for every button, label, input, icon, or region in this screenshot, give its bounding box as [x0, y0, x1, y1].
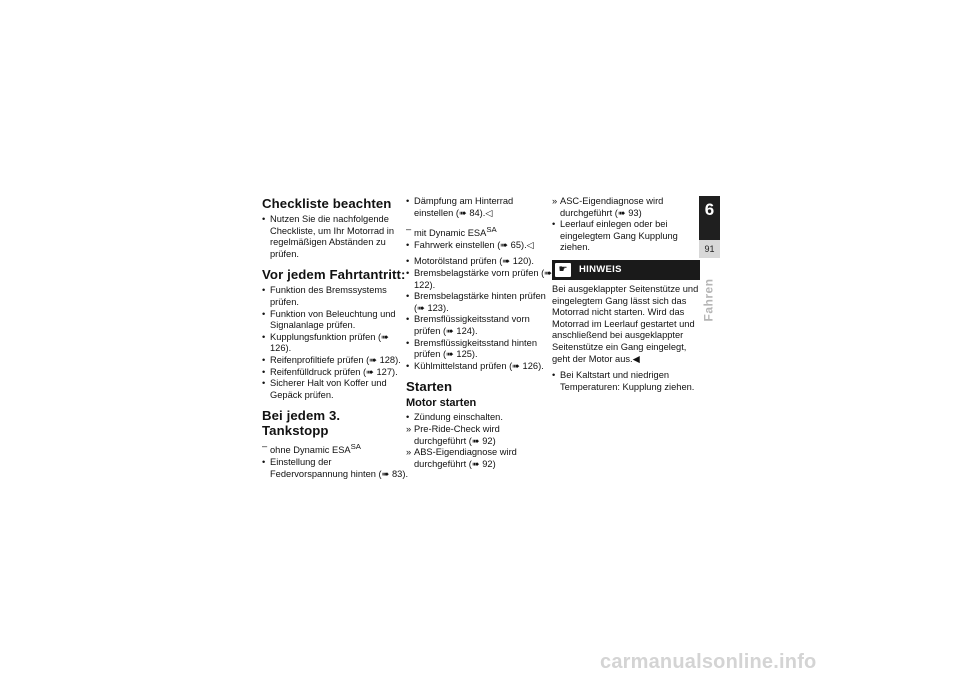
- column-left: [262, 196, 410, 480]
- dynamic-esa-list: [406, 224, 554, 251]
- list-item: • Bremsflüssigkeitsstand hinten prüfen (➠ 125).: [406, 337, 537, 360]
- notice-banner: [552, 260, 700, 280]
- start-steps-continued: [552, 196, 700, 254]
- list-item: • Dämpfung am Hinterrad einstellen (➠ 84).◁: [406, 196, 514, 218]
- heading-vor-fahrtantritt: Vor jedem Fahrtantritt:: [262, 267, 406, 283]
- list-item: • Kupplungsfunktion prüfen (➠ 126).: [262, 331, 389, 354]
- chapter-tab: [699, 196, 720, 240]
- notice-title: HINWEIS: [579, 264, 622, 276]
- page-number: 91: [699, 240, 720, 258]
- list-item: • Fahrwerk einstellen (➠ 65).◁: [406, 239, 534, 250]
- watermark: carmanualsonline.info: [600, 651, 817, 673]
- list-item: • Nutzen Sie die nachfolgende Checkliste, um Ihr Motorrad in regelmäßigen Abständen zu prüfen.: [262, 214, 395, 259]
- fluid-check-list: [406, 256, 554, 372]
- pre-ride-list: [262, 285, 410, 401]
- result-item: » ABS-Eigendiagnose wird durchgeführt (➠ 92): [406, 447, 517, 469]
- subheading-motor-starten: Motor starten: [406, 397, 477, 410]
- list-item: • Zündung einschalten.: [406, 412, 503, 423]
- damping-list: [406, 196, 554, 219]
- list-item: • Bei Kaltstart und niedrigen Temperaturen: Kupplung ziehen.: [552, 370, 695, 392]
- tankstopp-list: [262, 441, 410, 480]
- chapter-label-vertical: [694, 270, 722, 330]
- list-item: • Leerlauf einlegen oder bei eingelegtem Gang Kupplung ziehen.: [552, 219, 678, 253]
- column-middle: [406, 196, 554, 470]
- chapter-label: Fahren: [701, 278, 716, 322]
- cold-start-list: [552, 370, 700, 393]
- list-item: • Motorölstand prüfen (➠ 120).: [406, 256, 534, 267]
- column-right: [552, 196, 700, 393]
- list-item: • Bremsbelagstärke vorn prüfen (➠ 122).: [406, 268, 553, 290]
- notice-text: Bei ausgeklappter Seitenstütze und eingelegtem Gang lässt sich das Motorrad nicht starten. Wird das Motorrad im Leerlauf gestartet und anschließend bei ausgeklappter Seitenstütze ein Gang eingelegt, geht der Motor aus.◀: [552, 283, 699, 364]
- heading-checkliste: Checkliste beachten: [262, 196, 392, 211]
- list-item: • Reifenprofiltiefe prüfen (➠ 128).: [262, 354, 401, 365]
- heading-tankstopp: Bei jedem 3. Tankstopp: [262, 408, 341, 439]
- list-item: • Funktion des Bremssystems prüfen.: [262, 285, 387, 307]
- pointing-hand-icon: ☛: [555, 263, 571, 277]
- list-item: • Kühlmittelstand prüfen (➠ 126).: [406, 360, 544, 371]
- result-item: » ASC-Eigendiagnose wird durchgeführt (➠ 93): [552, 196, 664, 218]
- list-item: • Reifenfülldruck prüfen (➠ 127).: [262, 366, 398, 377]
- list-item: • Bremsflüssigkeitsstand vorn prüfen (➠ 124).: [406, 314, 530, 337]
- start-steps-list: [406, 412, 554, 470]
- chapter-number: 6: [704, 200, 715, 219]
- list-item: • Einstellung der Federvorspannung hinten (➠ 83).: [262, 457, 409, 479]
- result-item: » Pre-Ride-Check wird durchgeführt (➠ 92): [406, 424, 500, 446]
- heading-starten: Starten: [406, 379, 453, 395]
- list-item: • Sicherer Halt von Koffer und Gepäck prüfen.: [262, 378, 387, 400]
- list-item: • Bremsbelagstärke hinten prüfen (➠ 123).: [406, 291, 546, 313]
- checklist-intro-list: [262, 214, 410, 260]
- option-dash-item: – ohne Dynamic $ESA^{SA}$: [262, 441, 361, 456]
- option-dash-item: – mit Dynamic $ESA^{SA}$: [406, 224, 497, 239]
- list-item: • Funktion von Beleuchtung und Signalanlage prüfen.: [262, 308, 396, 331]
